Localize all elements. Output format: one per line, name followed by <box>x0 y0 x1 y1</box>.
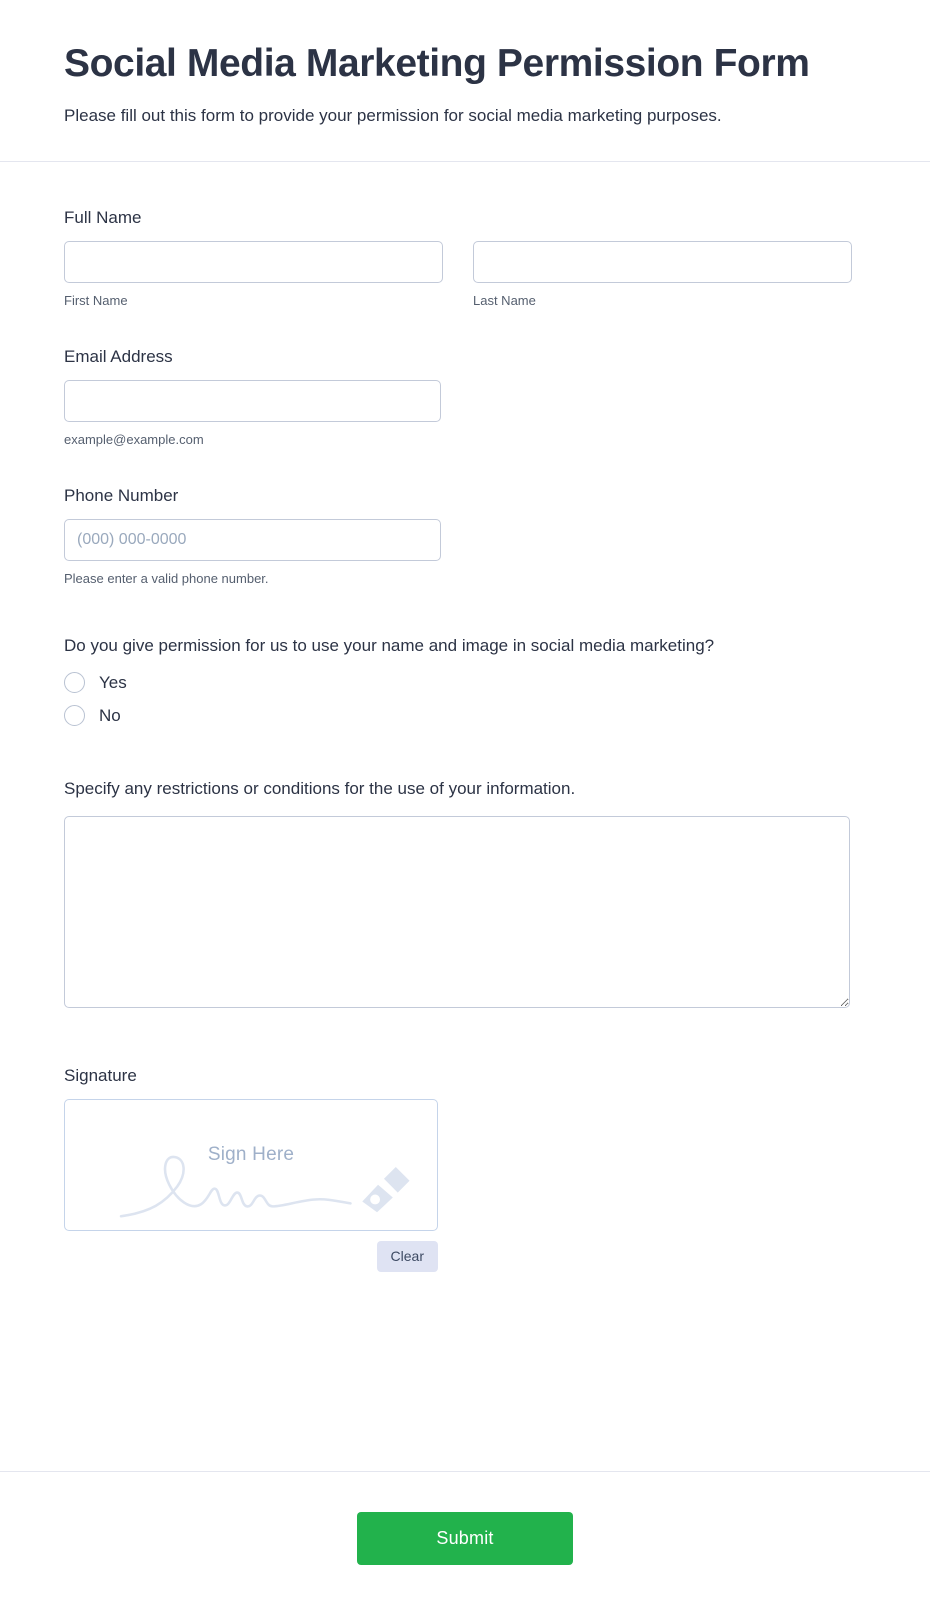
radio-label-no: No <box>99 706 121 726</box>
email-sublabel: example@example.com <box>64 432 204 448</box>
page-subtitle: Please fill out this form to provide your permission for social media marketing purposes. <box>64 105 722 125</box>
restrictions-textarea[interactable] <box>64 816 850 1008</box>
signature-placeholder-icon <box>65 1100 437 1230</box>
form-body <box>0 162 930 1435</box>
clear-signature-button[interactable]: Clear <box>377 1241 438 1271</box>
permission-question-label: Do you give permission for us to use your name and image in social media marketing? <box>64 635 715 655</box>
field-phone-number <box>64 484 866 589</box>
email-label: Email Address <box>64 346 173 366</box>
form-footer <box>0 1471 930 1615</box>
restrictions-label: Specify any restrictions or conditions for the use of your information. <box>64 779 576 799</box>
field-signature <box>64 1064 866 1272</box>
radio-option-yes[interactable] <box>64 672 866 693</box>
field-full-name <box>64 206 866 311</box>
first-name-sublabel: First Name <box>64 293 128 309</box>
field-email-address <box>64 345 866 450</box>
signature-pad[interactable] <box>64 1099 438 1231</box>
full-name-label: Full Name <box>64 207 142 227</box>
form-header <box>0 0 930 162</box>
first-name-column <box>64 241 443 310</box>
page-title: Social Media Marketing Permission Form <box>64 42 810 85</box>
radio-label-yes: Yes <box>99 673 127 693</box>
last-name-input[interactable] <box>473 241 852 283</box>
email-input[interactable] <box>64 380 441 422</box>
radio-circle-icon <box>64 672 85 693</box>
signature-clear-row <box>64 1241 438 1271</box>
field-permission <box>64 633 866 727</box>
phone-input[interactable] <box>64 519 441 561</box>
first-name-input[interactable] <box>64 241 443 283</box>
full-name-row <box>64 241 866 310</box>
last-name-sublabel: Last Name <box>473 293 536 309</box>
permission-radio-group <box>64 672 866 726</box>
signature-label: Signature <box>64 1065 137 1085</box>
radio-circle-icon <box>64 705 85 726</box>
field-restrictions <box>64 776 866 1008</box>
radio-option-no[interactable] <box>64 705 866 726</box>
phone-sublabel: Please enter a valid phone number. <box>64 571 269 587</box>
sign-here-text: Sign Here <box>207 1144 295 1166</box>
last-name-column <box>473 241 852 310</box>
submit-button[interactable]: Submit <box>357 1512 573 1565</box>
phone-label: Phone Number <box>64 485 179 505</box>
